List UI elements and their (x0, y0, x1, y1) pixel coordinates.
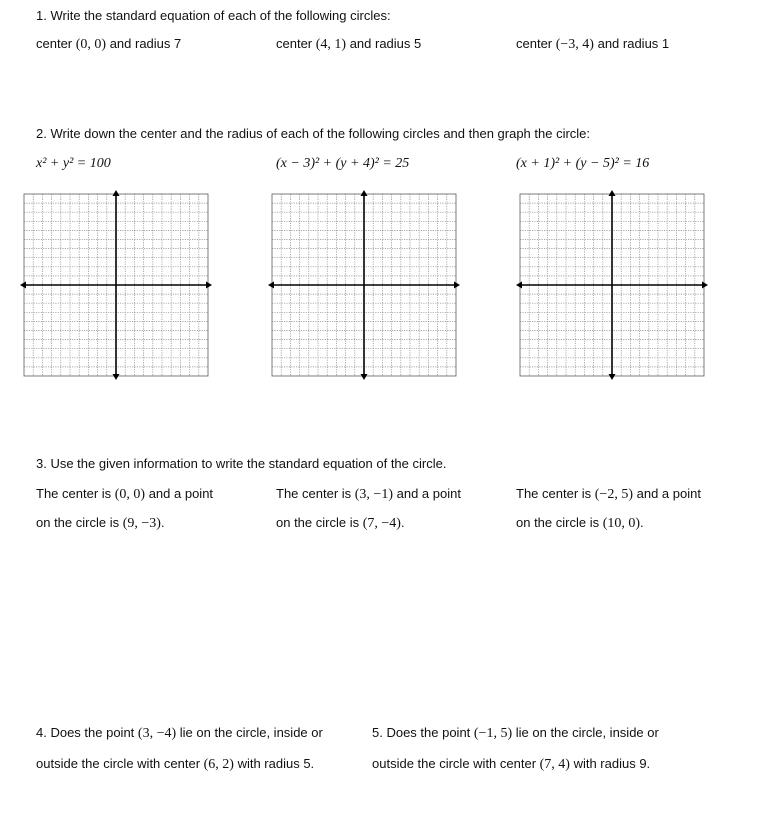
q1-item-2: center (4, 1) and radius 5 (276, 36, 422, 52)
q1-item-3: center (−3, 4) and radius 1 (516, 36, 670, 52)
q1-item-1: center (0, 0) and radius 7 (36, 36, 182, 52)
q1-prompt: 1. Write the standard equation of each of the following circles: (36, 8, 391, 23)
q2-equation-3: (x + 1)² + (y − 5)² = 16 (516, 156, 650, 171)
q3-prompt: 3. Use the given information to write the standard equation of the circle. (36, 456, 447, 471)
q4-line-2: outside the circle with center (6, 2) with radius 5. (36, 756, 315, 772)
q5-line-1: 5. Does the point (−1, 5) lie on the circle, inside or (372, 725, 659, 741)
q5-line-2: outside the circle with center (7, 4) with radius 9. (372, 756, 651, 772)
q3-item-1-line-2: on the circle is (9, −3). (36, 515, 165, 531)
coordinate-grid-1 (20, 190, 212, 380)
x-axis-left-arrow (516, 282, 522, 289)
y-axis-up-arrow (113, 190, 120, 196)
q3-item-2-line-1: The center is (3, −1) and a point (276, 486, 461, 502)
x-axis-right-arrow (206, 282, 212, 289)
y-axis-down-arrow (113, 374, 120, 380)
y-axis-down-arrow (361, 374, 368, 380)
x-axis-left-arrow (20, 282, 26, 289)
y-axis-down-arrow (609, 374, 616, 380)
y-axis-up-arrow (609, 190, 616, 196)
q3-item-1-line-1: The center is (0, 0) and a point (36, 486, 214, 502)
q3-item-3-line-2: on the circle is (10, 0). (516, 515, 644, 531)
q2-equation-2: (x − 3)² + (y + 4)² = 25 (276, 156, 410, 171)
q3-item-2-line-2: on the circle is (7, −4). (276, 515, 405, 531)
coordinate-grid-2 (268, 190, 460, 380)
x-axis-right-arrow (454, 282, 460, 289)
q3-item-3-line-1: The center is (−2, 5) and a point (516, 486, 701, 502)
q2-prompt: 2. Write down the center and the radius of each of the following circles and then graph the circle: (36, 126, 591, 141)
x-axis-right-arrow (702, 282, 708, 289)
coordinate-grid-3 (516, 190, 708, 380)
x-axis-left-arrow (268, 282, 274, 289)
q4-line-1: 4. Does the point (3, −4) lie on the circle, inside or (36, 725, 323, 741)
q2-equation-1: x² + y² = 100 (36, 156, 111, 171)
y-axis-up-arrow (361, 190, 368, 196)
